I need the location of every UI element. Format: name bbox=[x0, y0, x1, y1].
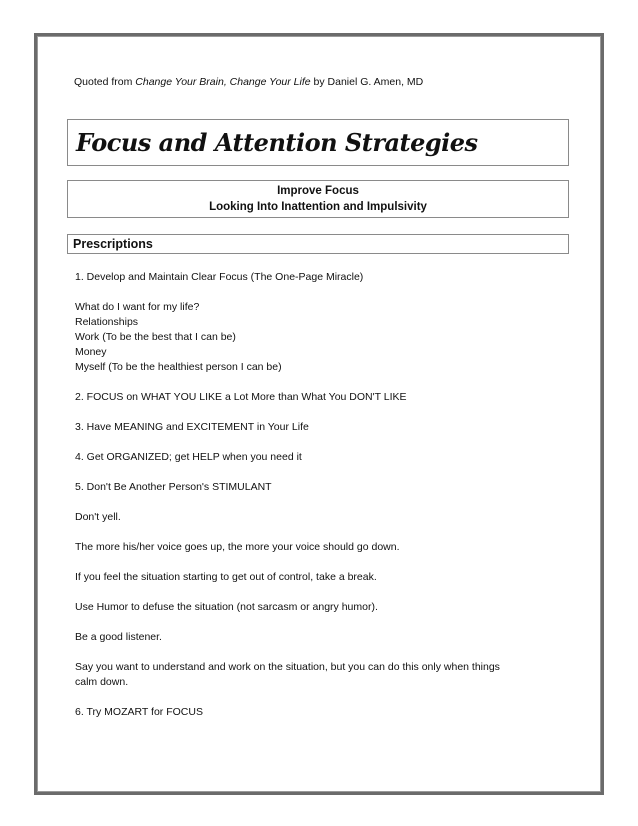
list-item: Relationships bbox=[75, 316, 139, 328]
subtitle-box bbox=[67, 180, 569, 218]
item-2: 2. FOCUS on WHAT YOU LIKE a Lot More than What You DON'T LIKE bbox=[75, 391, 407, 403]
list-item: Myself (To be the healthiest person I can be) bbox=[75, 361, 282, 373]
item-3: 3. Have MEANING and EXCITEMENT in Your Life bbox=[75, 421, 309, 433]
goal-list bbox=[75, 300, 555, 375]
tip: Don't yell. bbox=[75, 511, 121, 523]
subtitle-line2: Looking Into Inattention and Impulsivity bbox=[209, 201, 427, 213]
quote-prefix: Quoted from bbox=[74, 76, 136, 88]
quote-line bbox=[74, 76, 423, 88]
section-heading: Prescriptions bbox=[67, 234, 569, 254]
tip-line: Say you want to understand and work on the situation, but you can do this only when things bbox=[75, 661, 500, 673]
list-item: Money bbox=[75, 346, 107, 358]
tip: Be a good listener. bbox=[75, 631, 162, 643]
item-4: 4. Get ORGANIZED; get HELP when you need it bbox=[75, 451, 302, 463]
body-content bbox=[75, 270, 555, 735]
tip-line: calm down. bbox=[75, 676, 129, 688]
quote-suffix: by Daniel G. Amen, MD bbox=[310, 76, 424, 88]
item-5: 5. Don't Be Another Person's STIMULANT bbox=[75, 481, 272, 493]
page-title: Focus and Attention Strategies bbox=[76, 128, 478, 157]
tip: Use Humor to defuse the situation (not sarcasm or angry humor). bbox=[75, 601, 378, 613]
item-6: 6. Try MOZART for FOCUS bbox=[75, 706, 203, 718]
tip-multiline bbox=[75, 660, 555, 690]
tip: If you feel the situation starting to get out of control, take a break. bbox=[75, 571, 377, 583]
list-item: Work (To be the best that I can be) bbox=[75, 331, 236, 343]
subtitle-line1: Improve Focus bbox=[277, 185, 359, 197]
list-item: What do I want for my life? bbox=[75, 301, 200, 313]
title-box bbox=[67, 119, 569, 166]
tip: The more his/her voice goes up, the more your voice should go down. bbox=[75, 541, 400, 553]
book-title: Change Your Brain, Change Your Life bbox=[135, 76, 311, 88]
item-1: 1. Develop and Maintain Clear Focus (The One-Page Miracle) bbox=[75, 271, 364, 283]
